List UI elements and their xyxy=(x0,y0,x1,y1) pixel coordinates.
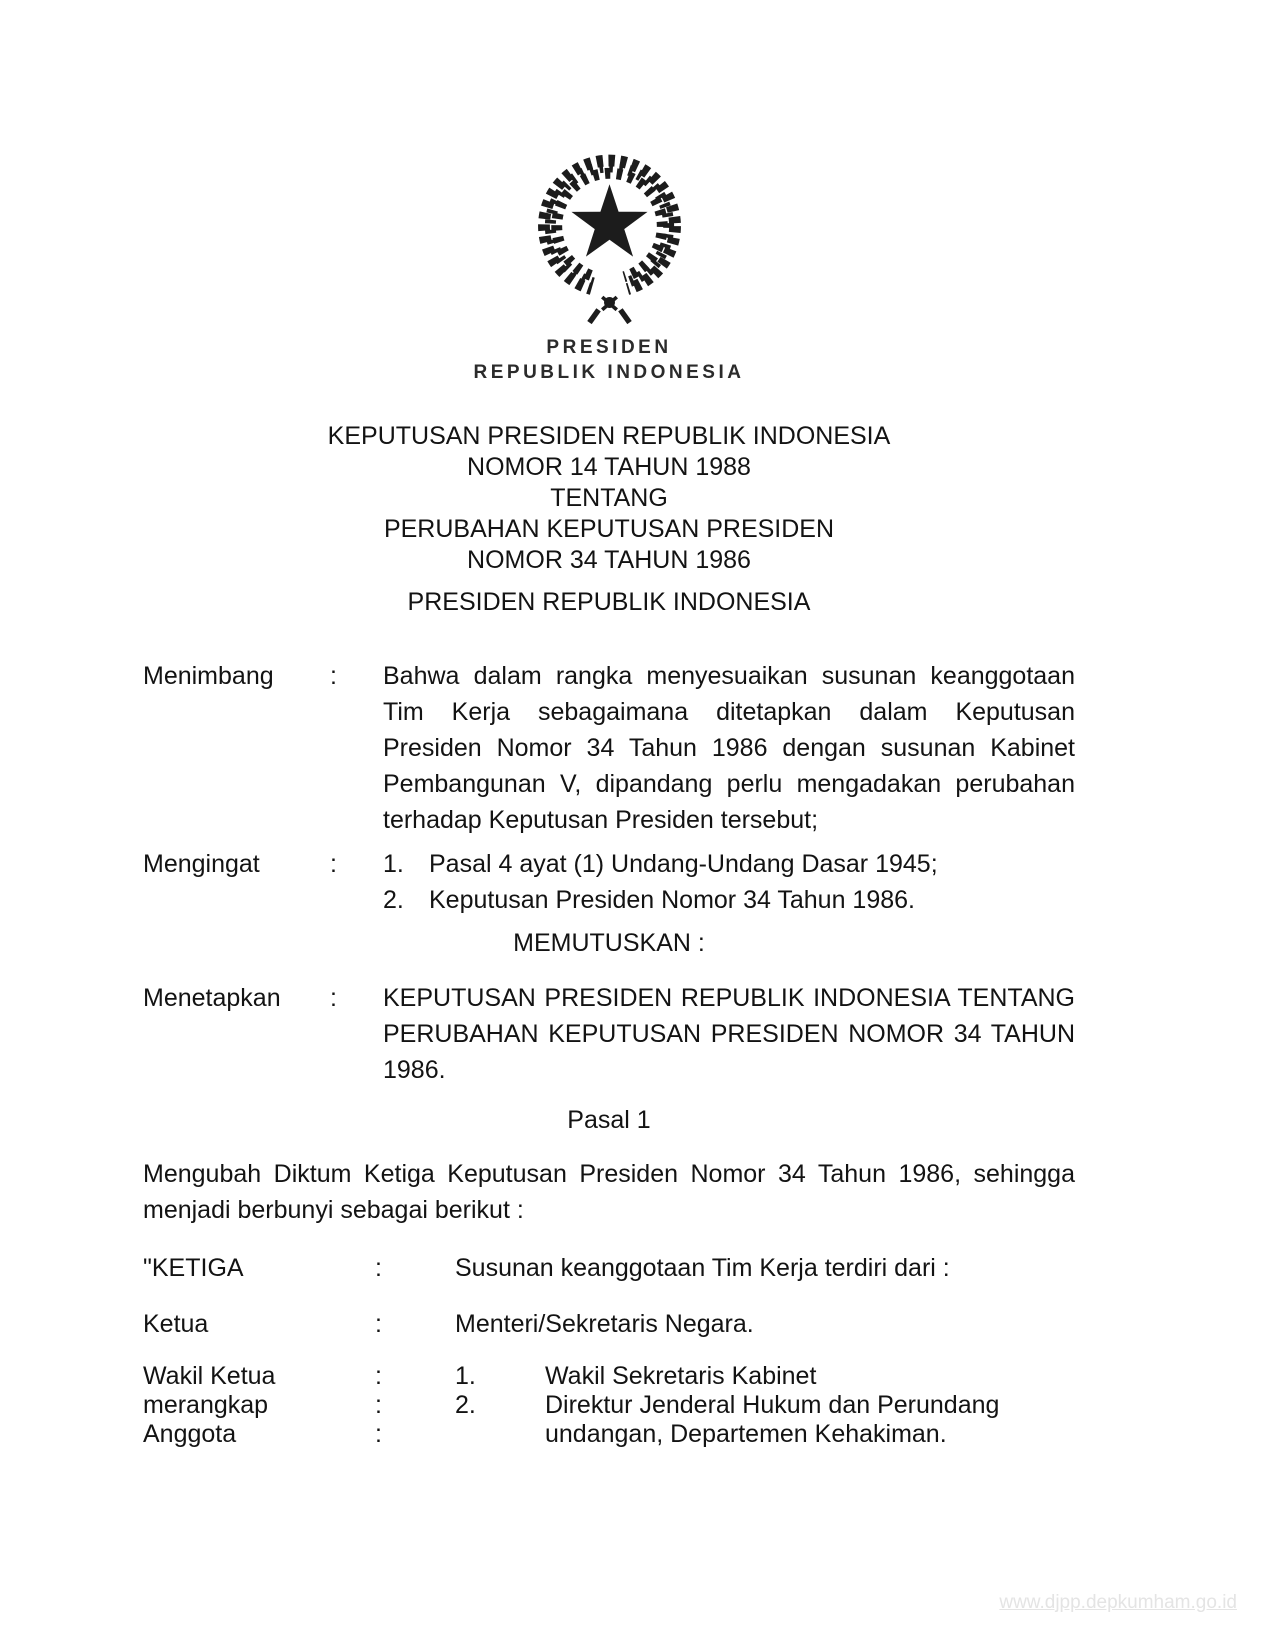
letterhead-line-republik-indonesia: REPUBLIK INDONESIA xyxy=(473,362,745,383)
list-item xyxy=(455,1391,1075,1420)
item-number: 2. xyxy=(455,1391,476,1419)
menetapkan-colon: : xyxy=(330,984,337,1012)
wakil-colon: : xyxy=(375,1420,382,1448)
mengingat-label: Mengingat xyxy=(143,850,260,878)
mengingat-list xyxy=(383,846,1075,918)
item-text: Direktur Jenderal Hukum dan Perundang xyxy=(545,1391,1000,1419)
ketua-row xyxy=(143,1308,1075,1340)
item-text: Pasal 4 ayat (1) Undang-Undang Dasar 1945; xyxy=(429,850,938,878)
wakil-colon-lines xyxy=(375,1362,455,1449)
ketiga-colon: : xyxy=(375,1254,382,1282)
item-text: Keputusan Presiden Nomor 34 Tahun 1986. xyxy=(429,886,915,914)
list-item xyxy=(455,1420,1075,1449)
star-wreath-emblem-icon xyxy=(522,146,697,328)
letterhead-text xyxy=(143,335,1075,385)
menetapkan-label: Menetapkan xyxy=(143,984,281,1012)
item-number: 1. xyxy=(455,1362,476,1390)
menetapkan-text: KEPUTUSAN PRESIDEN REPUBLIK INDONESIA TENTANG PERUBAHAN KEPUTUSAN PRESIDEN NOMOR 34 TAHUN 1986. xyxy=(383,984,1075,1084)
list-item xyxy=(455,1362,1075,1391)
title-line-2: NOMOR 14 TAHUN 1988 xyxy=(467,453,751,481)
list-item xyxy=(383,882,1075,918)
ketua-colon: : xyxy=(375,1310,382,1338)
list-item xyxy=(383,846,1075,882)
pasal-1-intro: Mengubah Diktum Ketiga Keputusan Presiden Nomor 34 Tahun 1986, sehingga menjadi berbunyi sebagai berikut : xyxy=(143,1160,1075,1224)
menimbang-text: Bahwa dalam rangka menyesuaikan susunan keanggotaan Tim Kerja sebagaimana ditetapkan dalam Keputusan Presiden Nomor 34 Tahun 1986 dengan susunan Kabinet Pembangunan V, dipandang perlu mengadakan perubahan terhadap Keputusan Presiden tersebut; xyxy=(383,662,1075,834)
mengingat-row xyxy=(143,846,1075,918)
wakil-label-line: Wakil Ketua xyxy=(143,1362,276,1390)
item-text: undangan, Departemen Kehakiman. xyxy=(545,1420,947,1448)
item-number xyxy=(455,1420,545,1449)
letterhead-line-presiden: PRESIDEN xyxy=(546,337,672,358)
item-number: 1. xyxy=(383,850,404,878)
letterhead-emblem xyxy=(143,146,1075,385)
title-line-5: NOMOR 34 TAHUN 1986 xyxy=(467,546,751,574)
ketiga-text: Susunan keanggotaan Tim Kerja terdiri dari : xyxy=(455,1254,950,1282)
pasal-1-heading: Pasal 1 xyxy=(567,1106,651,1134)
menimbang-label: Menimbang xyxy=(143,662,274,690)
wakil-colon: : xyxy=(375,1391,382,1419)
menimbang-row xyxy=(143,658,1075,838)
wakil-label-line: Anggota xyxy=(143,1420,237,1448)
ketiga-label: "KETIGA xyxy=(143,1254,244,1282)
memutuskan-heading: MEMUTUSKAN : xyxy=(513,929,705,957)
item-number: 2. xyxy=(383,886,404,914)
title-line-4: PERUBAHAN KEPUTUSAN PRESIDEN xyxy=(383,515,835,543)
wakil-ketua-row xyxy=(143,1362,1075,1449)
document-title xyxy=(143,421,1075,576)
wakil-label-lines xyxy=(143,1362,375,1449)
menetapkan-row xyxy=(143,980,1075,1088)
wakil-label-line: merangkap xyxy=(143,1391,269,1419)
wakil-colon: : xyxy=(375,1362,382,1390)
title-line-3: TENTANG xyxy=(550,484,668,512)
site-watermark: www.djpp.depkumham.go.id xyxy=(999,1592,1237,1613)
ketua-label: Ketua xyxy=(143,1310,209,1338)
item-text: Wakil Sekretaris Kabinet xyxy=(545,1362,817,1390)
title-line-1: KEPUTUSAN PRESIDEN REPUBLIK INDONESIA xyxy=(327,422,891,450)
ketua-text: Menteri/Sekretaris Negara. xyxy=(455,1310,754,1338)
mengingat-colon: : xyxy=(330,850,337,878)
wakil-member-list xyxy=(455,1362,1075,1449)
subject-heading: PRESIDEN REPUBLIK INDONESIA xyxy=(407,588,811,616)
menimbang-colon: : xyxy=(330,662,337,690)
ketiga-row xyxy=(143,1252,1075,1284)
